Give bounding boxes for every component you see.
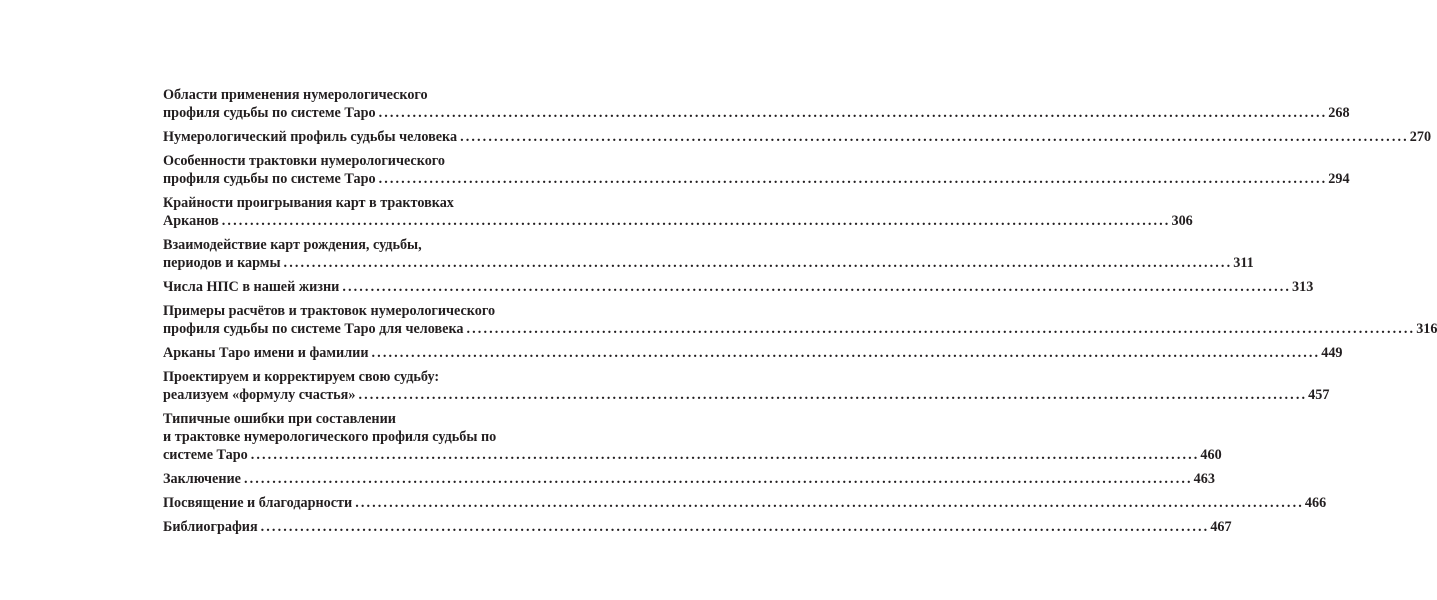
toc-entry-last-line [163, 344, 1343, 362]
toc-entry-last-line [163, 254, 1254, 272]
dot-leader [372, 344, 1321, 362]
toc-page-number: 457 [1308, 387, 1330, 403]
dot-leader [342, 278, 1291, 296]
dot-leader [467, 320, 1416, 338]
toc-entry-last-line [163, 494, 1327, 512]
toc-entry-last-line [163, 518, 1232, 536]
toc-entry-line: профиля судьбы по системе Таро [163, 171, 376, 187]
dot-leader [244, 470, 1193, 488]
toc-entry-line: Взаимодействие карт рождения, судьбы, [163, 237, 422, 253]
dot-leader [355, 494, 1304, 512]
toc-page-number: 449 [1321, 345, 1343, 361]
toc-entry-line: системе Таро [163, 447, 248, 463]
toc-entry-line: профиля судьбы по системе Таро [163, 105, 376, 121]
toc-page-number: 463 [1193, 471, 1215, 487]
toc-entry-last-line [163, 128, 1432, 146]
toc-entry [163, 470, 1215, 488]
toc-page-number: 311 [1233, 255, 1254, 271]
toc-page-number: 306 [1171, 213, 1193, 229]
toc-page-number: 466 [1304, 495, 1327, 511]
dot-leader [251, 446, 1200, 464]
toc-entry-last-line [163, 320, 1437, 338]
toc-entry-line: Примеры расчётов и трактовок нумерологического [163, 303, 496, 319]
toc-entry-line: Посвящение и благодарности [163, 495, 353, 511]
toc-entry [163, 494, 1327, 512]
toc-entry-last-line [163, 170, 1350, 188]
toc-page-number: 313 [1292, 279, 1314, 295]
dot-leader [222, 212, 1171, 230]
toc-page-number: 460 [1200, 447, 1222, 463]
toc-entry-last-line [163, 386, 1330, 404]
dot-leader [379, 104, 1328, 122]
toc-entry [163, 128, 1432, 146]
toc-entry [163, 302, 1437, 338]
toc-entry-line: Арканы Таро имени и фамилии [163, 345, 369, 361]
table-of-contents [163, 86, 1437, 542]
toc-entry-line: Числа НПС в нашей жизни [163, 279, 340, 295]
toc-entry [163, 518, 1232, 536]
toc-page-number: 316 [1416, 321, 1437, 337]
toc-page-number: 268 [1328, 105, 1350, 121]
toc-entry-line: периодов и кармы [163, 255, 281, 271]
dot-leader [379, 170, 1328, 188]
toc-entry-line: Области применения нумерологического [163, 87, 428, 103]
toc-entry [163, 194, 1193, 230]
toc-entry-line: Особенности трактовки нумерологического [163, 153, 445, 169]
toc-page-number: 467 [1210, 519, 1232, 535]
toc-entry [163, 368, 1330, 404]
toc-entry [163, 236, 1254, 272]
toc-entry-line: реализуем «формулу счастья» [163, 387, 356, 403]
toc-entry-line: Арканов [163, 213, 219, 229]
toc-entry [163, 344, 1343, 362]
toc-entry [163, 152, 1350, 188]
toc-entry-line: Проектируем и корректируем свою судьбу: [163, 369, 440, 385]
toc-entry-last-line [163, 278, 1314, 296]
toc-page-number: 270 [1409, 129, 1432, 145]
toc-entry-line: Библиография [163, 519, 258, 535]
toc-entry-last-line [163, 470, 1215, 488]
toc-entry-last-line [163, 212, 1193, 230]
dot-leader [358, 386, 1307, 404]
toc-entry-line: Нумерологический профиль судьбы человека [163, 129, 458, 145]
toc-entry [163, 86, 1350, 122]
dot-leader [261, 518, 1210, 536]
dot-leader [284, 254, 1233, 272]
toc-entry-line: профиля судьбы по системе Таро для человека [163, 321, 464, 337]
toc-entry [163, 410, 1222, 464]
toc-entry-last-line [163, 446, 1222, 464]
toc-entry [163, 278, 1314, 296]
toc-entry-last-line [163, 104, 1350, 122]
toc-entry-line: и трактовке нумерологического профиля судьбы по [163, 429, 497, 445]
toc-entry-line: Крайности проигрывания карт в трактовках [163, 195, 454, 211]
toc-entry-line: Заключение [163, 471, 241, 487]
dot-leader [460, 128, 1409, 146]
toc-entry-line: Типичные ошибки при составлении [163, 411, 396, 427]
toc-page-number: 294 [1328, 171, 1350, 187]
